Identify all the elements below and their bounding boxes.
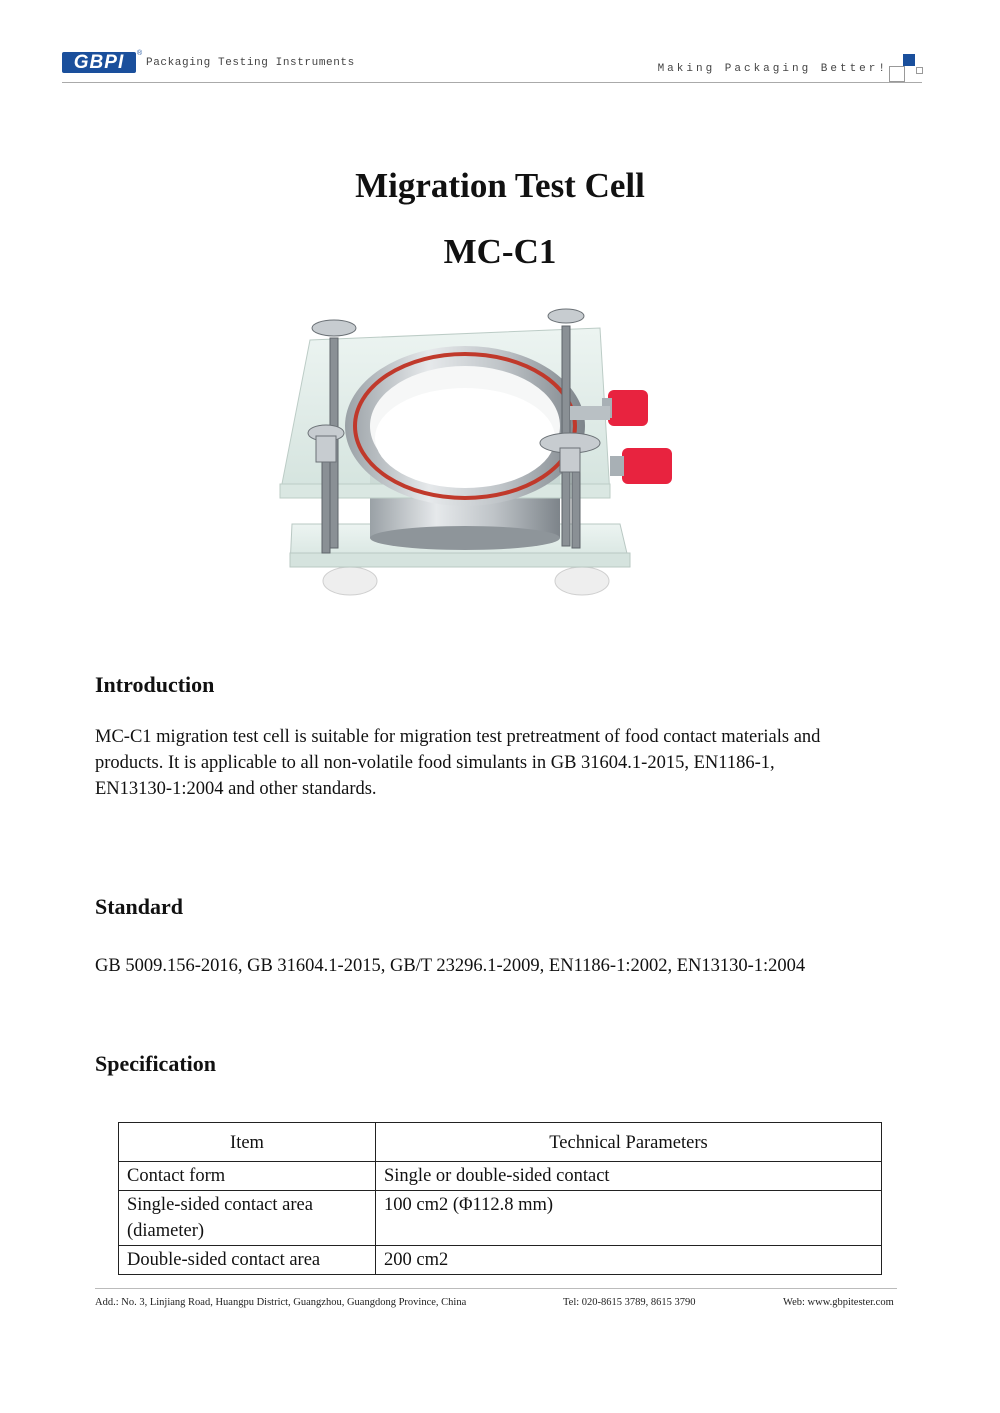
footer-divider: [95, 1288, 897, 1289]
standard-text: GB 5009.156-2016, GB 31604.1-2015, GB/T 23296.1-2009, EN1186-1:2002, EN13130-1:2004: [95, 956, 806, 976]
table-cell-value: 100 cm2 (Φ112.8 mm): [376, 1191, 882, 1246]
introduction-line: MC-C1 migration test cell is suitable for migration test pretreatment of food contact materials and: [95, 727, 821, 747]
decorative-square-blue: [903, 54, 915, 66]
registered-mark: ®: [137, 50, 143, 57]
header-divider: [62, 82, 922, 83]
introduction-line: products. It is applicable to all non-volatile food simulants in GB 31604.1-2015, EN1186-1,: [95, 753, 775, 773]
table-cell-item: Double-sided contact area: [119, 1246, 376, 1275]
introduction-heading: Introduction: [95, 672, 215, 697]
footer-phone: Tel: 020-8615 3789, 8615 3790: [563, 1297, 696, 1308]
introduction-text: [95, 724, 905, 802]
model-title: MC-C1: [443, 232, 557, 271]
specification-heading: Specification: [95, 1051, 216, 1076]
introduction-line: EN13130-1:2004 and other standards.: [95, 779, 377, 799]
table-row: [119, 1162, 882, 1191]
table-row: [119, 1191, 882, 1246]
table-cell-value: Single or double-sided contact: [376, 1162, 882, 1191]
header-tagline-right: Making Packaging Better!: [657, 63, 888, 75]
table-cell-value: 200 cm2: [376, 1246, 882, 1275]
table-cell-item: [119, 1191, 376, 1246]
column-header-item: Item: [119, 1123, 376, 1162]
column-header-parameters: Technical Parameters: [376, 1123, 882, 1162]
page-title: Migration Test Cell: [355, 166, 645, 205]
footer-website: Web: www.gbpitester.com: [783, 1297, 894, 1308]
table-cell-item-line: Single-sided contact area: [127, 1195, 313, 1215]
specification-table: [118, 1122, 882, 1275]
standard-heading: Standard: [95, 894, 184, 919]
table-cell-item-line: (diameter): [127, 1221, 205, 1241]
table-header-row: [119, 1123, 882, 1162]
gbpi-logo: GBPI: [62, 52, 136, 73]
table-cell-item: Contact form: [119, 1162, 376, 1191]
table-row: [119, 1246, 882, 1275]
migration-test-cell-image: [270, 298, 690, 603]
decorative-square-small: [916, 67, 923, 74]
decorative-square-outline: [889, 66, 905, 82]
footer-address: Add.: No. 3, Linjiang Road, Huangpu District, Guangzhou, Guangdong Province, China: [95, 1297, 467, 1308]
header-tagline-left: Packaging Testing Instruments: [146, 57, 355, 69]
